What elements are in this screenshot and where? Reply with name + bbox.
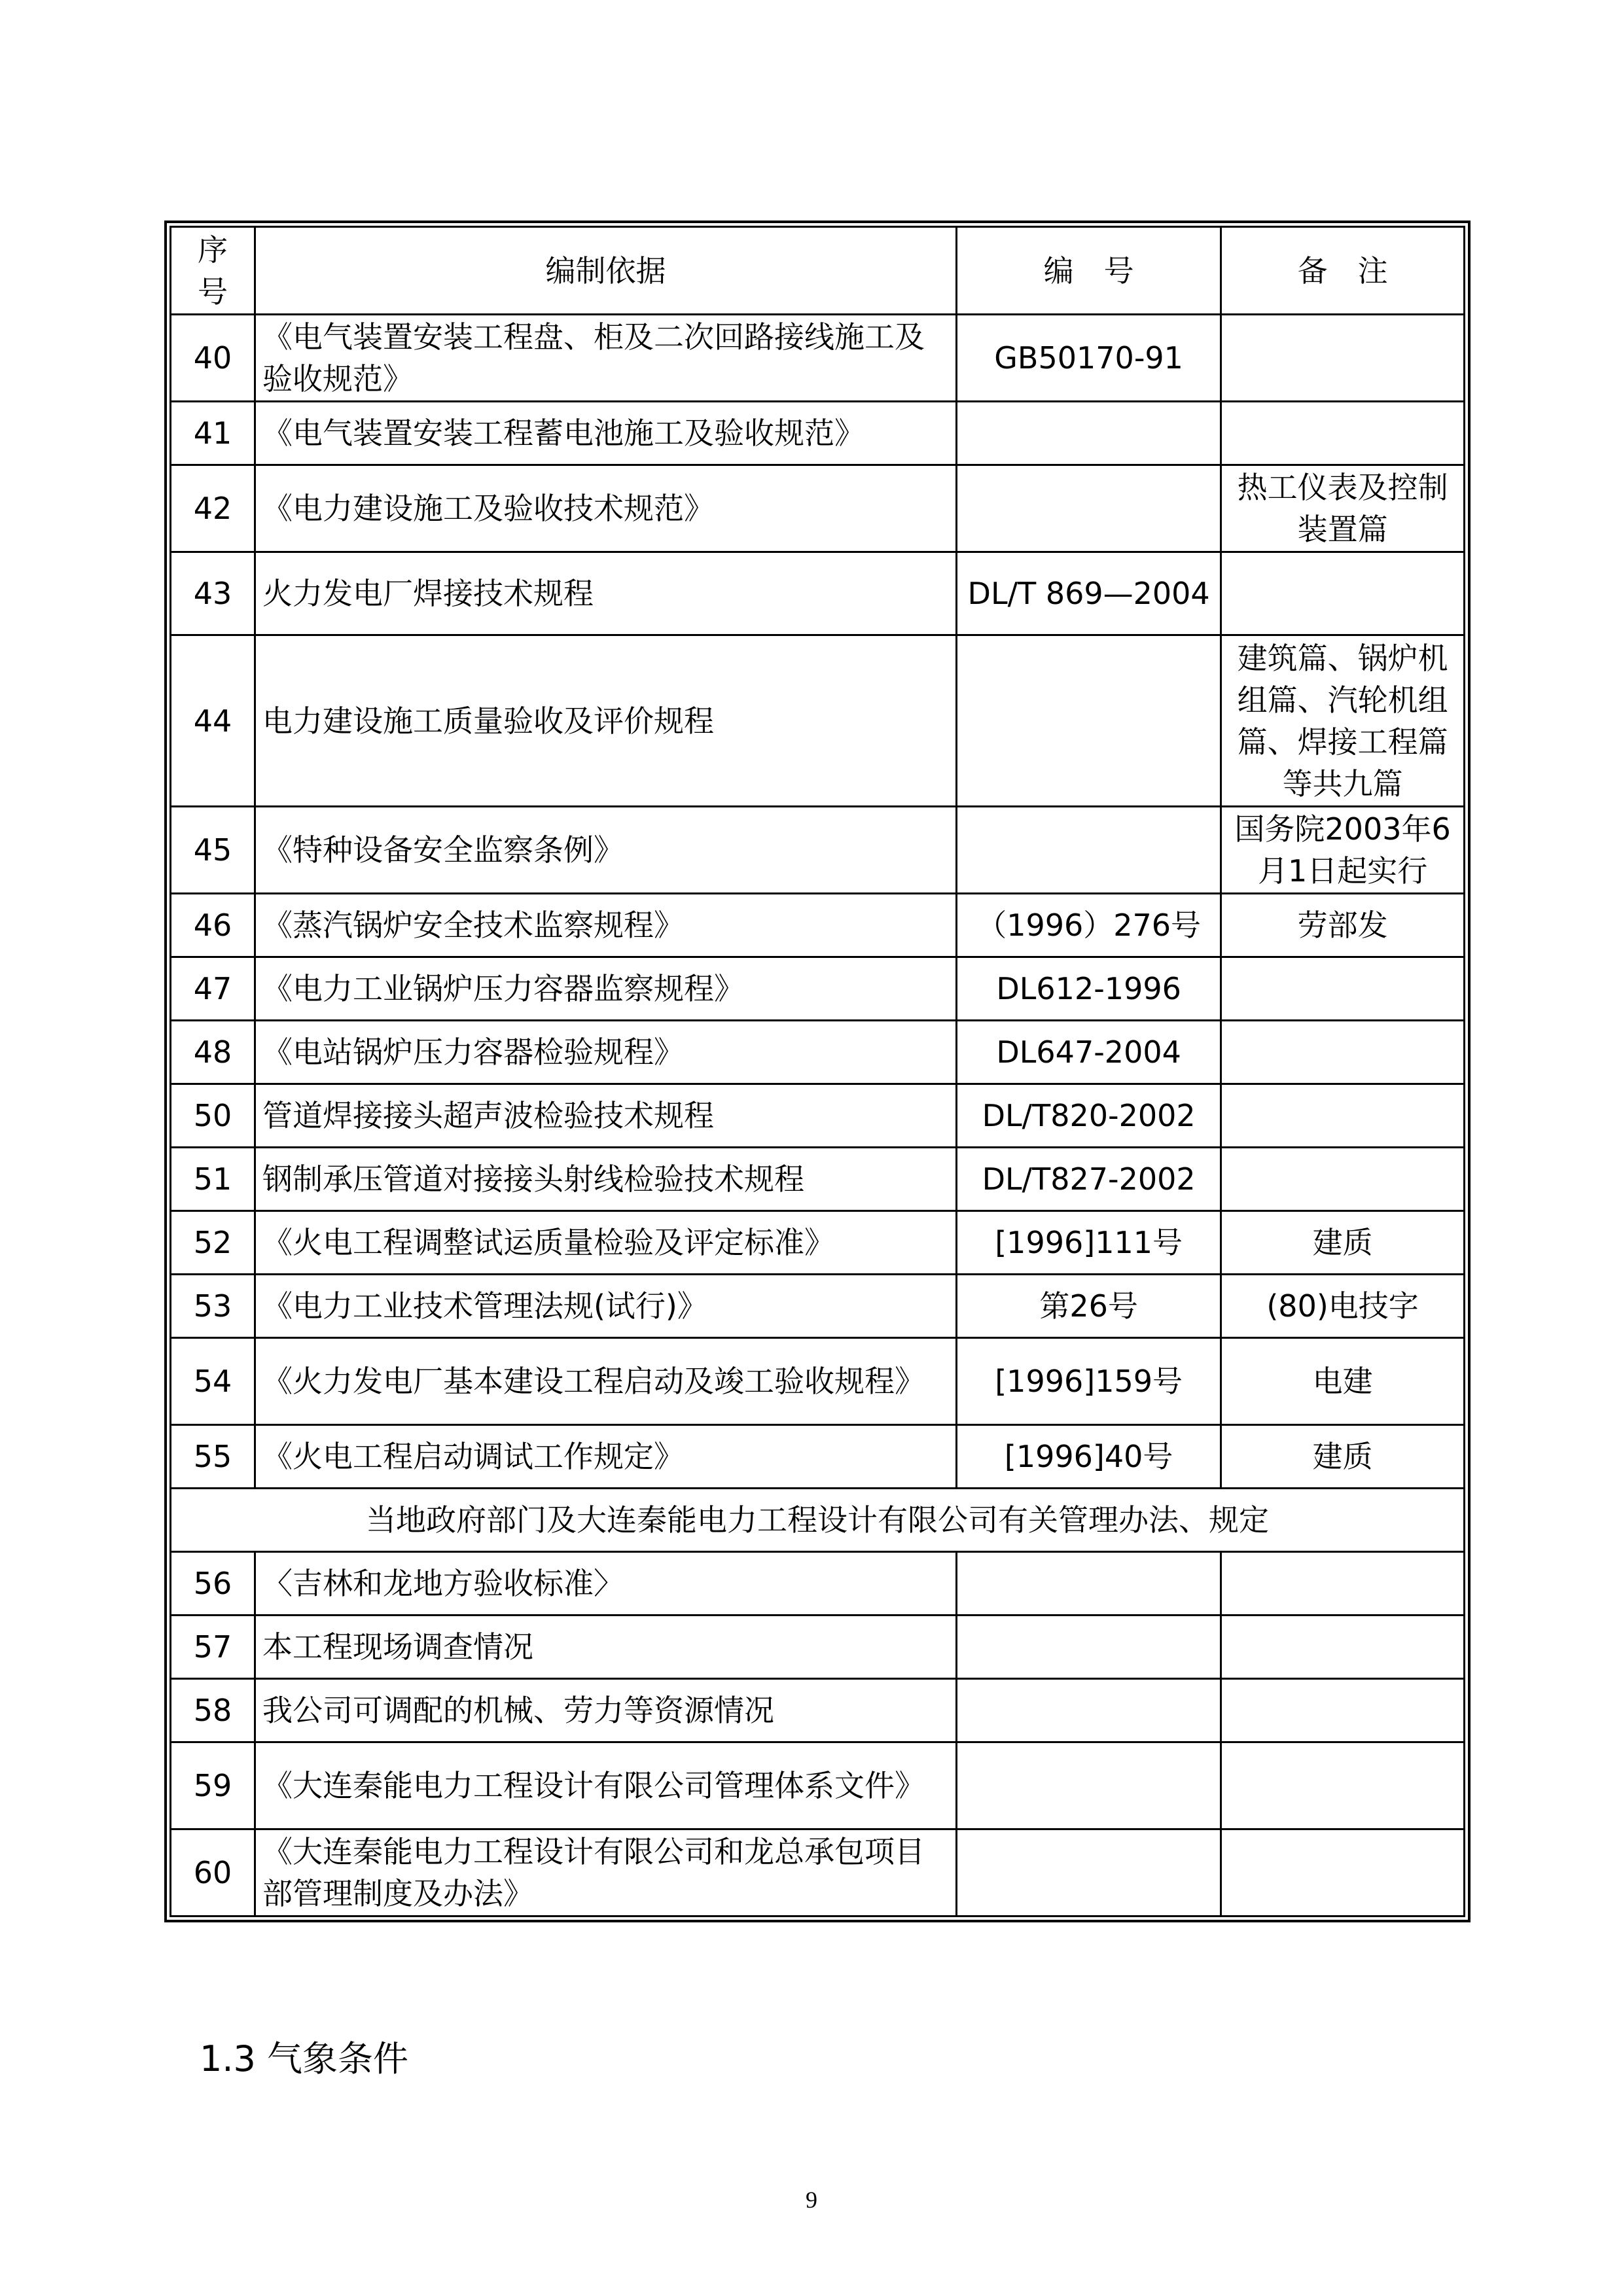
row-code [957, 1829, 1221, 1916]
row-note [1221, 1679, 1465, 1742]
row-basis: 《电站锅炉压力容器检验规程》 [255, 1021, 956, 1084]
row-basis: 管道焊接接头超声波检验技术规程 [255, 1084, 956, 1148]
table-row [171, 1679, 1465, 1742]
row-basis: 《电气装置安装工程盘、柜及二次回路接线施工及验收规范》 [255, 315, 956, 402]
section-title: 当地政府部门及大连秦能电力工程设计有限公司有关管理办法、规定 [171, 1489, 1465, 1552]
section-row-group [171, 1489, 1465, 1552]
table-row [171, 1275, 1465, 1338]
row-note [1221, 1742, 1465, 1829]
row-note: 国务院2003年6月1日起实行 [1221, 807, 1465, 894]
row-number: 40 [171, 315, 255, 402]
section-heading: 1.3 气象条件 [200, 2038, 409, 2079]
row-note: 建质 [1221, 1211, 1465, 1275]
row-number: 48 [171, 1021, 255, 1084]
row-number: 51 [171, 1148, 255, 1211]
row-note: 建质 [1221, 1425, 1465, 1489]
row-basis: 《火电工程调整试运质量检验及评定标准》 [255, 1211, 956, 1275]
row-code [957, 635, 1221, 807]
header-code: 编 号 [957, 227, 1221, 315]
row-basis: 我公司可调配的机械、劳力等资源情况 [255, 1679, 956, 1742]
table-row [171, 465, 1465, 552]
table-row [171, 1616, 1465, 1679]
row-number: 50 [171, 1084, 255, 1148]
row-note [1221, 1829, 1465, 1916]
row-basis: 《火电工程启动调试工作规定》 [255, 1425, 956, 1489]
row-basis: 《电力工业技术管理法规(试行)》 [255, 1275, 956, 1338]
table-row [171, 807, 1465, 894]
row-code [957, 1616, 1221, 1679]
row-code: [1996]40号 [957, 1425, 1221, 1489]
row-number: 60 [171, 1829, 255, 1916]
row-note [1221, 1616, 1465, 1679]
row-note: 劳部发 [1221, 894, 1465, 957]
table-row [171, 957, 1465, 1021]
row-number: 47 [171, 957, 255, 1021]
basis-table-body [171, 227, 1465, 1489]
row-code: DL612-1996 [957, 957, 1221, 1021]
row-code: （1996）276号 [957, 894, 1221, 957]
header-basis: 编制依据 [255, 227, 956, 315]
row-note: 热工仪表及控制装置篇 [1221, 465, 1465, 552]
row-number: 43 [171, 552, 255, 635]
header-note: 备 注 [1221, 227, 1465, 315]
row-code: 第26号 [957, 1275, 1221, 1338]
row-note: (80)电技字 [1221, 1275, 1465, 1338]
row-number: 53 [171, 1275, 255, 1338]
row-code: DL647-2004 [957, 1021, 1221, 1084]
table-row [171, 894, 1465, 957]
row-number: 57 [171, 1616, 255, 1679]
row-note: 电建 [1221, 1338, 1465, 1425]
row-basis: 《大连秦能电力工程设计有限公司和龙总承包项目部管理制度及办法》 [255, 1829, 956, 1916]
row-code [957, 1742, 1221, 1829]
page-number: 9 [806, 2187, 817, 2213]
row-note [1221, 1084, 1465, 1148]
row-basis: 电力建设施工质量验收及评价规程 [255, 635, 956, 807]
row-code: DL/T820-2002 [957, 1084, 1221, 1148]
table-row [171, 1021, 1465, 1084]
basis-table-frame [164, 221, 1471, 1922]
row-code [957, 465, 1221, 552]
row-note [1221, 1148, 1465, 1211]
row-note [1221, 957, 1465, 1021]
row-note [1221, 315, 1465, 402]
table-row [171, 1552, 1465, 1616]
header-no: 序号 [171, 227, 255, 315]
row-number: 41 [171, 402, 255, 465]
row-code [957, 402, 1221, 465]
row-basis: 钢制承压管道对接接头射线检验技术规程 [255, 1148, 956, 1211]
row-number: 56 [171, 1552, 255, 1616]
row-note: 建筑篇、锅炉机组篇、汽轮机组篇、焊接工程篇等共九篇 [1221, 635, 1465, 807]
table-row [171, 402, 1465, 465]
table-row [171, 1148, 1465, 1211]
row-number: 45 [171, 807, 255, 894]
row-basis: 《电气装置安装工程蓄电池施工及验收规范》 [255, 402, 956, 465]
row-code: GB50170-91 [957, 315, 1221, 402]
row-number: 59 [171, 1742, 255, 1829]
row-number: 55 [171, 1425, 255, 1489]
table-row [171, 1211, 1465, 1275]
table-row [171, 1425, 1465, 1489]
table-row [171, 552, 1465, 635]
table-row [171, 315, 1465, 402]
row-basis: 《特种设备安全监察条例》 [255, 807, 956, 894]
row-number: 46 [171, 894, 255, 957]
row-note [1221, 402, 1465, 465]
table-row [171, 1742, 1465, 1829]
row-basis: 本工程现场调查情况 [255, 1616, 956, 1679]
row-basis: 《电力建设施工及验收技术规范》 [255, 465, 956, 552]
row-number: 52 [171, 1211, 255, 1275]
row-code: DL/T827-2002 [957, 1148, 1221, 1211]
section-title-row [171, 1489, 1465, 1552]
table-header-row [171, 227, 1465, 315]
row-number: 54 [171, 1338, 255, 1425]
row-code [957, 807, 1221, 894]
row-basis: 《电力工业锅炉压力容器监察规程》 [255, 957, 956, 1021]
row-basis: 火力发电厂焊接技术规程 [255, 552, 956, 635]
row-note [1221, 1021, 1465, 1084]
basis-table [169, 226, 1465, 1917]
table-row [171, 1338, 1465, 1425]
table-row [171, 635, 1465, 807]
table-row [171, 1084, 1465, 1148]
row-basis: 《大连秦能电力工程设计有限公司管理体系文件》 [255, 1742, 956, 1829]
row-code: [1996]159号 [957, 1338, 1221, 1425]
row-basis: 〈吉林和龙地方验收标准〉 [255, 1552, 956, 1616]
row-note [1221, 552, 1465, 635]
row-number: 58 [171, 1679, 255, 1742]
row-note [1221, 1552, 1465, 1616]
row-code [957, 1552, 1221, 1616]
row-number: 42 [171, 465, 255, 552]
row-basis: 《蒸汽锅炉安全技术监察规程》 [255, 894, 956, 957]
row-code: [1996]111号 [957, 1211, 1221, 1275]
table-row [171, 1829, 1465, 1916]
basis-table-body-local [171, 1552, 1465, 1916]
row-code: DL/T 869—2004 [957, 552, 1221, 635]
row-code [957, 1679, 1221, 1742]
row-basis: 《火力发电厂基本建设工程启动及竣工验收规程》 [255, 1338, 956, 1425]
row-number: 44 [171, 635, 255, 807]
